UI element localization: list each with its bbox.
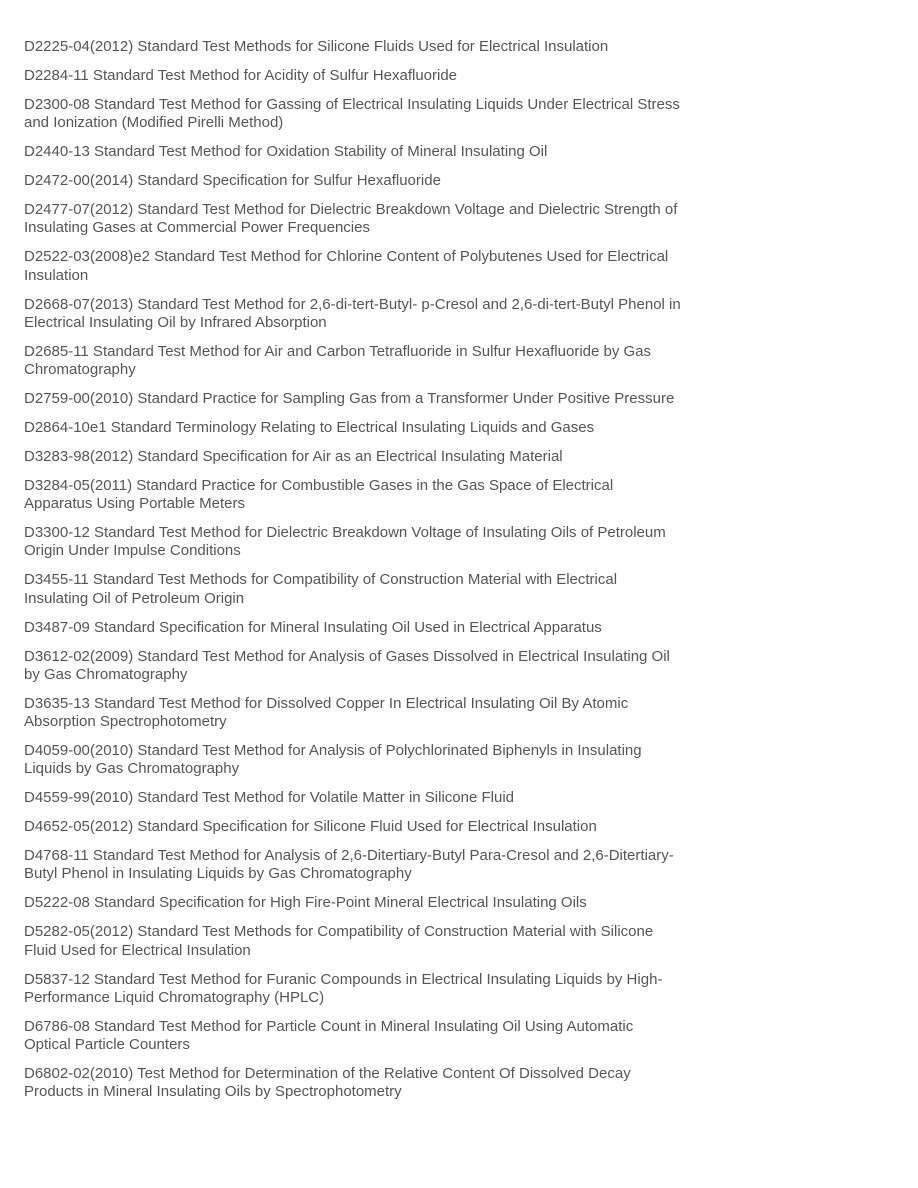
standard-item: D4059-00(2010) Standard Test Method for Analysis of Polychlorinated Biphenyls in Insulating Liquids by Gas Chromatography <box>24 742 642 778</box>
standard-item: D3283-98(2012) Standard Specification for Air as an Electrical Insulating Material <box>24 448 563 466</box>
standard-item: D2225-04(2012) Standard Test Methods for Silicone Fluids Used for Electrical Insulation <box>24 38 609 55</box>
standard-item: D2685-11 Standard Test Method for Air and Carbon Tetrafluoride in Sulfur Hexafluoride by Gas Chromatography <box>24 342 652 379</box>
standard-item: D2522-03(2008)e2 Standard Test Method for Chlorine Content of Polybutenes Used for Electrical Insulation <box>24 248 669 284</box>
standard-item: D2300-08 Standard Test Method for Gassing of Electrical Insulating Liquids Under Electrical Stress and Ionization (Modified Pirelli Method) <box>24 96 680 132</box>
standard-item: D3487-09 Standard Specification for Mineral Insulating Oil Used in Electrical Apparatus <box>24 618 602 636</box>
standard-item: D2477-07(2012) Standard Test Method for Dielectric Breakdown Voltage and Dielectric Strength of Insulating Gases at Commercial Power Frequencies <box>24 201 678 237</box>
standard-item: D2440-13 Standard Test Method for Oxidation Stability of Mineral Insulating Oil <box>24 143 548 161</box>
standard-item: D3612-02(2009) Standard Test Method for Analysis of Gases Dissolved in Electrical Insulating Oil by Gas Chromatography <box>24 647 670 683</box>
standard-item: D2759-00(2010) Standard Practice for Sampling Gas from a Transformer Under Positive Pressure <box>24 390 675 408</box>
standard-item: D4559-99(2010) Standard Test Method for Volatile Matter in Silicone Fluid <box>24 789 514 807</box>
standard-item: D6802-02(2010) Test Method for Determination of the Relative Content Of Dissolved Decay Products in Mineral Insulating Oils by Spectrophotometry <box>24 1065 631 1101</box>
standard-item: D5222-08 Standard Specification for High Fire-Point Mineral Electrical Insulating Oils <box>24 894 587 912</box>
standard-item: D4768-11 Standard Test Method for Analysis of 2,6-Ditertiary-Butyl Para-Cresol and 2,6-Ditertiary-Butyl Phenol in Insulating Liquids by Gas Chromatography <box>24 847 674 883</box>
standard-item: D3300-12 Standard Test Method for Dielectric Breakdown Voltage of Insulating Oils of Petroleum Origin Under Impulse Conditions <box>24 524 666 560</box>
standard-item: D2668-07(2013) Standard Test Method for 2,6-di-tert-Butyl- p-Cresol and 2,6-di-tert-Butyl Phenol in Electrical Insulating Oil by Infrared Absorption <box>24 295 681 331</box>
standard-item: D3284-05(2011) Standard Practice for Combustible Gases in the Gas Space of Electrical Apparatus Using Portable Meters <box>24 477 614 513</box>
standard-item: D3455-11 Standard Test Methods for Compatibility of Construction Material with Electrical Insulating Oil of Petroleum Origin <box>24 571 618 607</box>
standard-item: D5837-12 Standard Test Method for Furanic Compounds in Electrical Insulating Liquids by High-Performance Liquid Chromatography (HPLC) <box>24 970 663 1006</box>
standard-item: D6786-08 Standard Test Method for Particle Count in Mineral Insulating Oil Using Automatic Optical Particle Counters <box>24 1017 634 1054</box>
standard-item: D3635-13 Standard Test Method for Dissolved Copper In Electrical Insulating Oil By Atomic Absorption Spectrophotometry <box>24 694 629 731</box>
standard-item: D2472-00(2014) Standard Specification for Sulfur Hexafluoride <box>24 172 441 190</box>
standard-item: D2284-11 Standard Test Method for Acidity of Sulfur Hexafluoride <box>24 67 458 84</box>
standard-item: D5282-05(2012) Standard Test Methods for Compatibility of Construction Material with Silicone Fluid Used for Electrical Insulation <box>24 923 654 959</box>
standard-item: D2864-10e1 Standard Terminology Relating to Electrical Insulating Liquids and Gases <box>24 419 595 437</box>
standard-item: D4652-05(2012) Standard Specification for Silicone Fluid Used for Electrical Insulation <box>24 818 597 836</box>
